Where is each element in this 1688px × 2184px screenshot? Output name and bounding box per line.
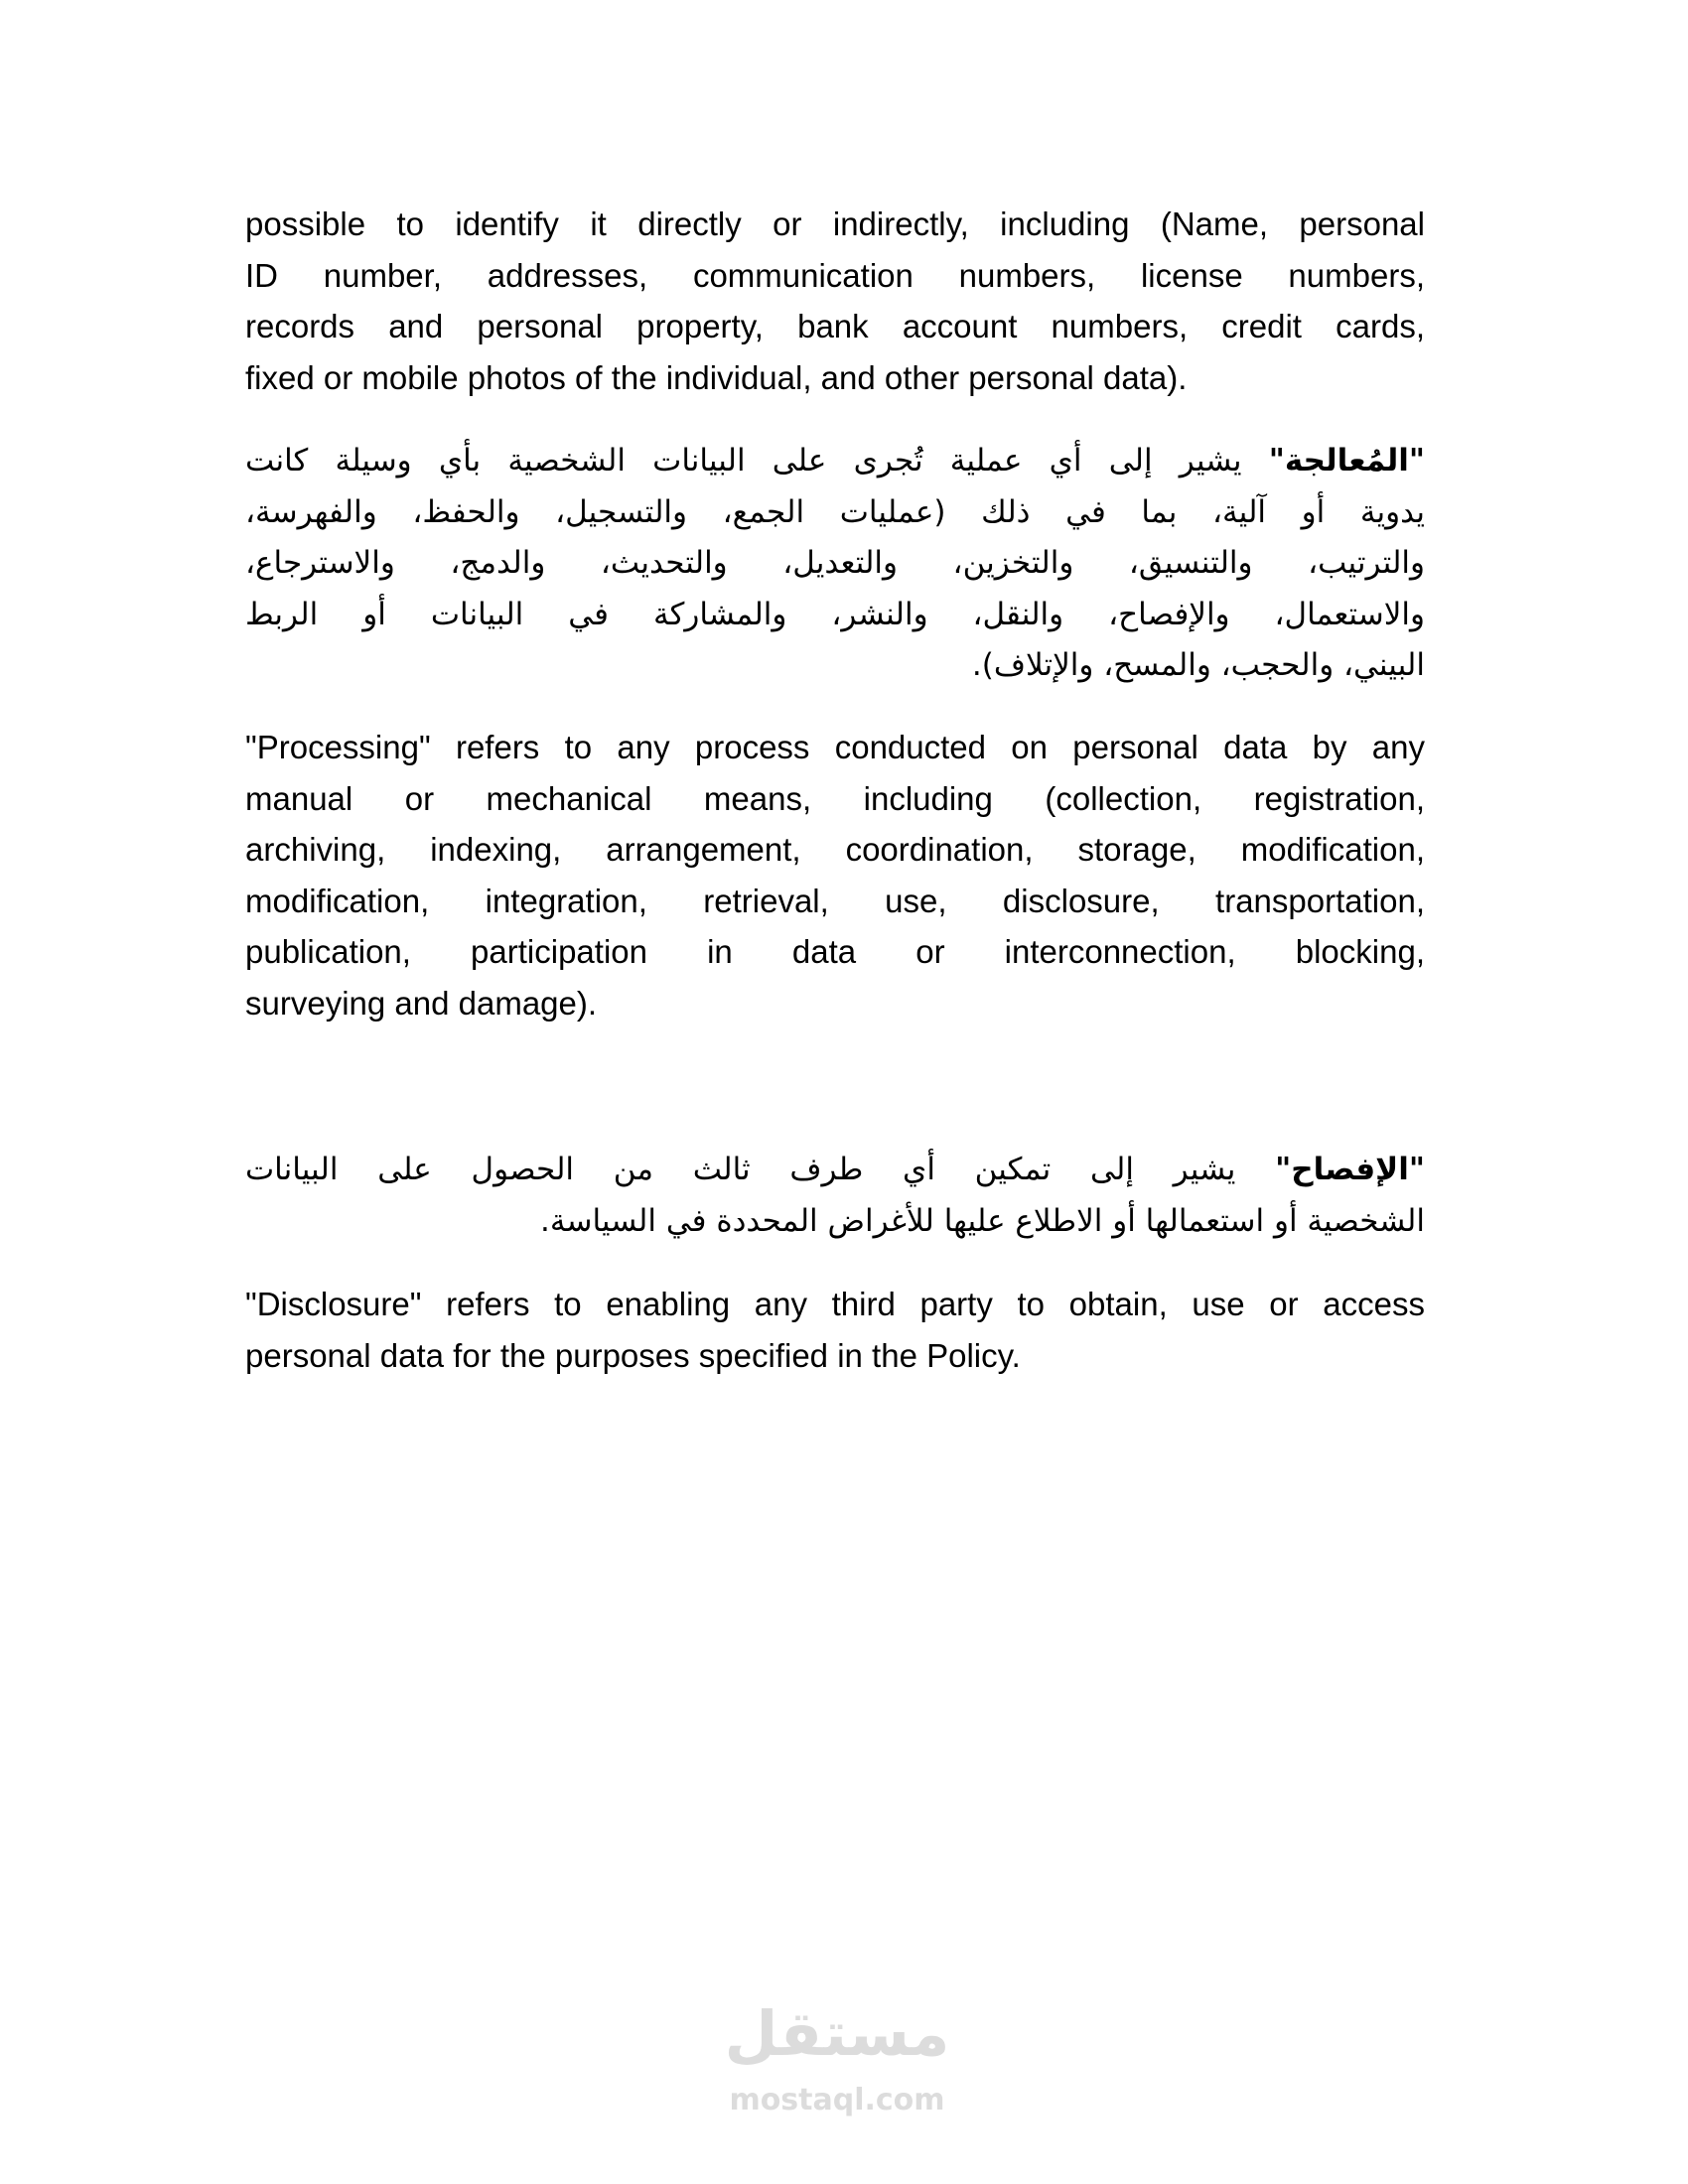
text-line: surveying and damage).: [245, 984, 598, 1022]
text-line: records and personal property, bank account numbers, credit cards,: [245, 308, 1425, 344]
text-line: [245, 1145, 1425, 1196]
text-line: والترتيب، والتنسيق، والتخزين، والتعديل، والتحديث، والدمج، والاسترجاع،: [245, 545, 1425, 581]
text-line: personal data for the purposes specified in the Policy.: [245, 1336, 1021, 1374]
watermark-logo: مستقل: [724, 1997, 950, 2070]
text-span: يشير إلى أي عملية تُجرى على البيانات الشخصية بأي وسيلة كانت: [245, 443, 1269, 478]
text-line: manual or mechanical means, including (collection, registration,: [245, 779, 1425, 817]
text-line: الشخصية أو استعمالها أو الاطلاع عليها للأغراض المحددة في السياسة.: [540, 1202, 1425, 1239]
paragraph-personal-data-en: [245, 199, 1425, 403]
watermark-url: mostaql.com: [729, 2083, 945, 2117]
text-line: يدوية أو آلية، بما في ذلك (عمليات الجمع، والتسجيل، والحفظ، والفهرسة،: [245, 493, 1425, 530]
text-line: fixed or mobile photos of the individual, and other personal data).: [245, 358, 1188, 396]
text-line: البيني، والحجب، والمسح، والإتلاف).: [971, 647, 1425, 683]
text-line: [245, 436, 1425, 487]
term-processing-ar: "المُعالجة": [1268, 443, 1425, 478]
text-line: modification, integration, retrieval, use, disclosure, transportation,: [245, 882, 1425, 919]
term-disclosure-ar: "الإفصاح": [1275, 1152, 1425, 1187]
paragraph-disclosure-en: [245, 1279, 1425, 1381]
text-line: archiving, indexing, arrangement, coordination, storage, modification,: [245, 831, 1425, 868]
text-line: publication, participation in data or interconnection, blocking,: [245, 933, 1425, 970]
text-line: "Disclosure" refers to enabling any third party to obtain, use or access: [245, 1286, 1425, 1322]
text-line: ID number, addresses, communication numbers, license numbers,: [245, 256, 1425, 294]
text-line: possible to identify it directly or indirectly, including (Name, personal: [245, 205, 1425, 242]
paragraph-processing-en: [245, 722, 1425, 1028]
text-line: والاستعمال، والإفصاح، والنقل، والنشر، والمشاركة في البيانات أو الربط: [245, 596, 1425, 632]
text-span: يشير إلى تمكين أي طرف ثالث من الحصول على البيانات: [245, 1152, 1276, 1187]
paragraph-disclosure-ar: [245, 1145, 1425, 1247]
text-line: "Processing" refers to any process conducted on personal data by any: [245, 729, 1425, 765]
paragraph-processing-ar: [245, 436, 1425, 692]
